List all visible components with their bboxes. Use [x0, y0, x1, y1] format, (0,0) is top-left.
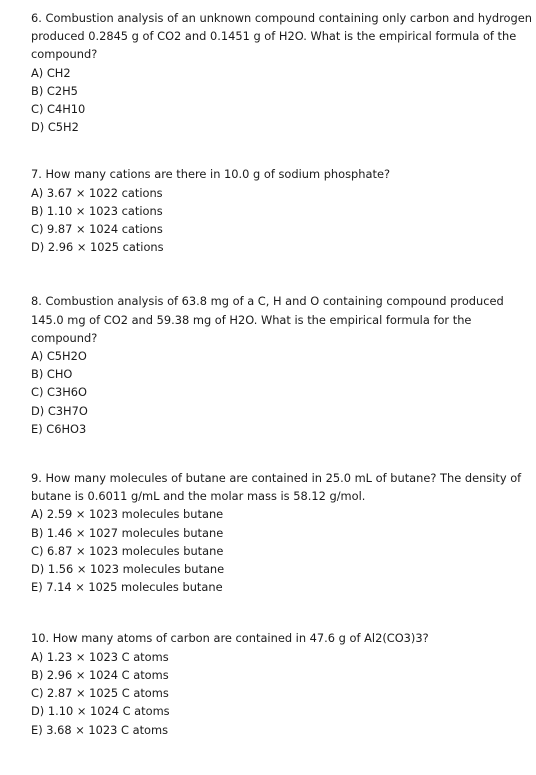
question-8-option-d: D) C3H7O — [31, 403, 88, 418]
question-10-option-c: C) 2.87 × 1025 C atoms — [31, 686, 169, 701]
question-9-option-e: E) 7.14 × 1025 molecules butane — [31, 580, 223, 595]
question-7-option-c: C) 9.87 × 1024 cations — [31, 222, 163, 237]
question-sheet — [31, 9, 536, 775]
question-7-stem: 7. How many cations are there in 10.0 g of sodium phosphate? — [31, 167, 391, 182]
question-6-option-d: D) C5H2 — [31, 120, 79, 135]
question-10 — [31, 629, 536, 738]
question-6-option-c: C) C4H10 — [31, 102, 86, 117]
question-9-option-d: D) 1.56 × 1023 molecules butane — [31, 562, 225, 577]
question-9-stem: 9. How many molecules of butane are contained in 25.0 mL of butane? The density of butane is 0.6011 g/mL and the molar mass is 58.12 g/mol. — [31, 471, 525, 504]
question-7-option-b: B) 1.10 × 1023 cations — [31, 203, 163, 218]
question-7 — [31, 165, 536, 256]
question-6-option-a: A) CH2 — [31, 65, 71, 80]
question-10-option-a: A) 1.23 × 1023 C atoms — [31, 649, 169, 664]
question-8 — [31, 292, 536, 438]
question-7-option-d: D) 2.96 × 1025 cations — [31, 240, 164, 255]
question-6-stem: 6. Combustion analysis of an unknown compound containing only carbon and hydrogen produced 0.2845 g of CO2 and 0.1451 g of H2O. What is the empirical formula of the compound? — [31, 11, 536, 62]
question-8-option-e: E) C6HO3 — [31, 421, 87, 436]
question-8-option-c: C) C3H6O — [31, 385, 87, 400]
question-9 — [31, 469, 536, 596]
question-10-option-d: D) 1.10 × 1024 C atoms — [31, 704, 170, 719]
question-8-stem: 8. Combustion analysis of 63.8 mg of a C, H and O containing compound produced 145.0 mg of CO2 and 59.38 mg of H2O. What is the empirical formula for the compound? — [31, 294, 508, 345]
question-6 — [31, 9, 536, 136]
question-8-option-b: B) CHO — [31, 367, 73, 382]
question-10-stem: 10. How many atoms of carbon are contained in 47.6 g of Al2(CO3)3? — [31, 631, 429, 646]
question-9-option-c: C) 6.87 × 1023 molecules butane — [31, 543, 224, 558]
question-6-option-b: B) C2H5 — [31, 83, 78, 98]
question-8-option-a: A) C5H2O — [31, 349, 87, 364]
question-9-option-a: A) 2.59 × 1023 molecules butane — [31, 507, 224, 522]
question-9-option-b: B) 1.46 × 1027 molecules butane — [31, 525, 224, 540]
question-7-option-a: A) 3.67 × 1022 cations — [31, 185, 163, 200]
question-10-option-b: B) 2.96 × 1024 C atoms — [31, 667, 169, 682]
question-10-option-e: E) 3.68 × 1023 C atoms — [31, 722, 169, 737]
